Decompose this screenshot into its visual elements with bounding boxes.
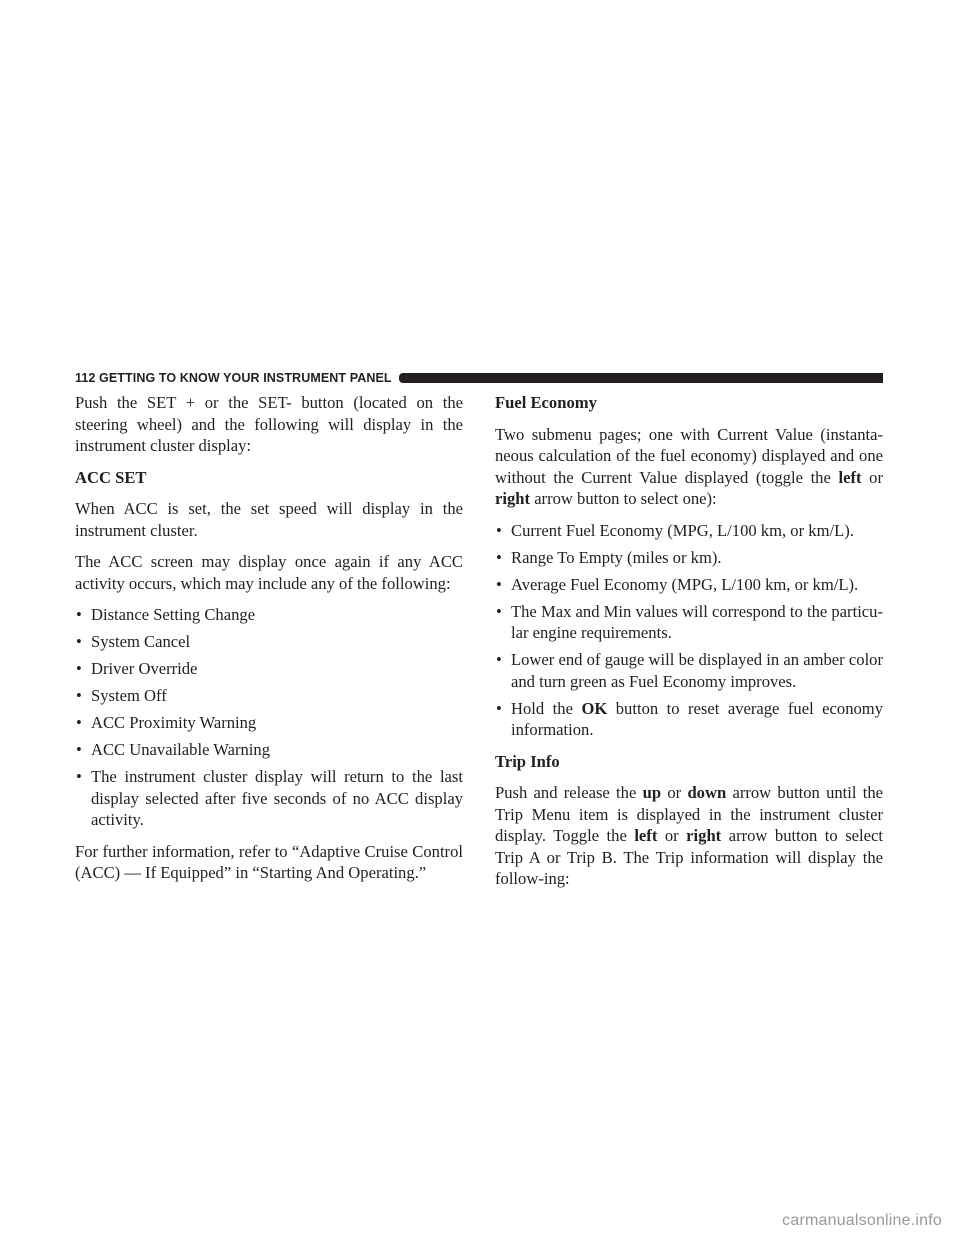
header-title: 112 GETTING TO KNOW YOUR INSTRUMENT PANEL — [75, 371, 392, 385]
list-item: • The instrument cluster display will return to the last display selected after five seconds of no ACC display activity. — [76, 767, 463, 829]
acc-screen-paragraph: The ACC screen may display once again if any ACC activity occurs, which may include any of the following: — [75, 552, 463, 593]
trip-info-heading: Trip Info — [495, 751, 560, 771]
header-rule — [399, 373, 883, 383]
trip-info-paragraph: Push and release the up or down arrow button until the Trip Menu item is displayed in the instrument cluster display. Toggle the left or right arrow button to select Trip A or Trip B. The Trip information will display the follow-ing: — [495, 783, 884, 888]
list-item: • System Cancel — [76, 632, 191, 651]
fuel-economy-heading: Fuel Economy — [495, 393, 597, 412]
intro-paragraph: Push the SET + or the SET- button (located on the steering wheel) and the following will display in the instrument cluster display: — [75, 393, 463, 455]
list-item: • ACC Unavailable Warning — [76, 740, 271, 759]
page-header — [75, 370, 883, 386]
acc-set-heading: ACC SET — [75, 467, 147, 487]
list-item: • Distance Setting Change — [76, 605, 256, 624]
list-item: • The Max and Min values will correspond to the particu-lar engine requirements. — [496, 601, 883, 642]
fuel-economy-paragraph: Two submenu pages; one with Current Value (instanta-neous calculation of the fuel economy) displayed and one without the Current Value displayed (toggle the left or right arrow button to select one): — [495, 424, 883, 508]
list-item: • Lower end of gauge will be displayed in an amber color and turn green as Fuel Economy improves. — [496, 650, 883, 691]
acc-set-paragraph: When ACC is set, the set speed will display in the instrument cluster. — [75, 499, 463, 540]
further-info-paragraph: For further information, refer to “Adaptive Cruise Control (ACC) — If Equipped” in “Starting And Operating.” — [75, 841, 463, 882]
list-item: • ACC Proximity Warning — [76, 713, 257, 732]
watermark: carmanualsonline.info — [782, 1212, 942, 1229]
list-item: • Driver Override — [76, 659, 198, 678]
list-item: • Current Fuel Economy (MPG, L/100 km, or km/L). — [496, 520, 854, 540]
right-column — [495, 392, 883, 900]
acc-activity-list — [75, 604, 463, 831]
list-item: • Range To Empty (miles or km). — [496, 547, 722, 567]
list-item: • System Off — [76, 686, 167, 705]
list-item: • Hold the OK button to reset average fuel economy information. — [496, 698, 883, 739]
fuel-economy-list — [495, 520, 883, 741]
left-column — [75, 392, 463, 894]
list-item: • Average Fuel Economy (MPG, L/100 km, or km/L). — [496, 574, 859, 594]
